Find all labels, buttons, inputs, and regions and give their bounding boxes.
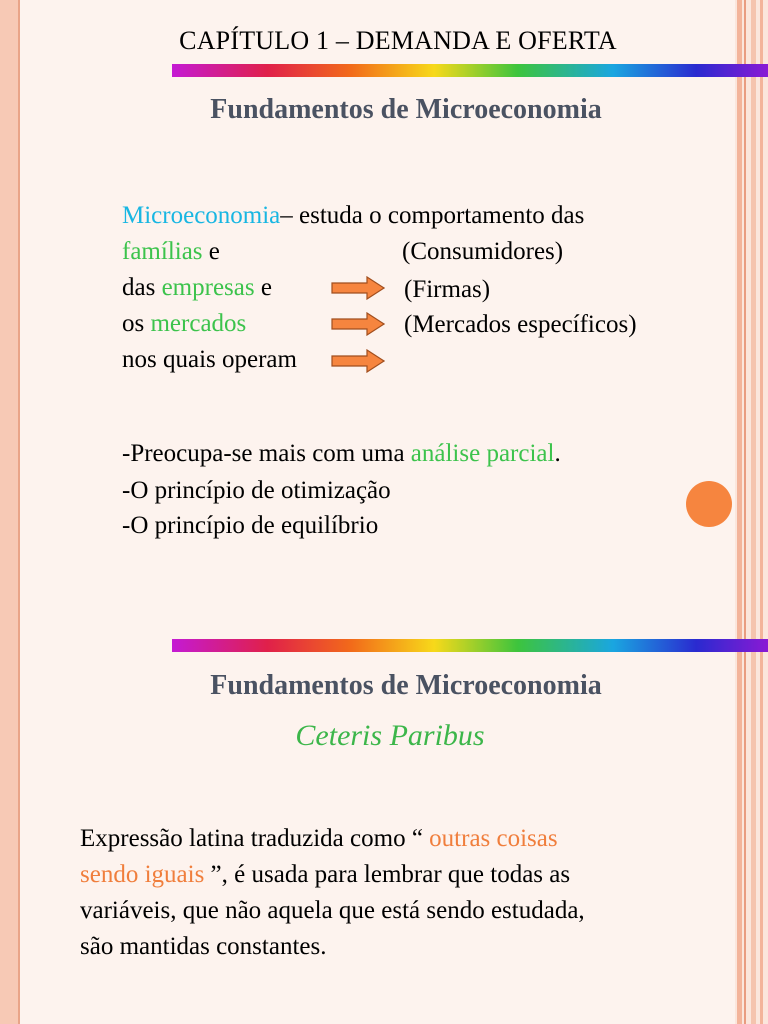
definition-line-3: das empresas e	[122, 274, 272, 301]
orange-circle-decoration	[686, 481, 732, 527]
right-arrow-icon	[331, 349, 385, 373]
term-analise-parcial: análise parcial	[410, 440, 555, 467]
slide2-title: Fundamentos de Microeconomia	[210, 670, 602, 701]
definition-line-5: nos quais operam	[122, 346, 297, 373]
right-arrow-icon	[331, 312, 385, 336]
paragraph-line-3: variáveis, que não aquela que está sendo estudada,	[80, 897, 585, 924]
slide2-subtitle: Ceteris Paribus	[295, 719, 485, 752]
left-border-strip	[0, 0, 18, 1024]
paragraph-line-2: sendo iguais ”, é usada para lembrar que todas as	[80, 861, 571, 888]
term-mercados: mercados	[150, 310, 247, 337]
definition-line-4: os mercados	[122, 310, 247, 337]
bullet-analise-parcial: -Preocupa-se mais com uma análise parcial.	[122, 440, 561, 467]
right-arrow-icon	[331, 276, 385, 300]
label-firmas: (Firmas)	[404, 276, 491, 303]
bullet-equilibrio: -O princípio de equilíbrio	[122, 512, 379, 539]
paragraph-line-4: são mantidas constantes.	[80, 933, 327, 960]
term-microeconomia: Microeconomia	[122, 202, 281, 229]
right-border-stripes	[735, 0, 768, 1024]
phrase-outras-coisas: outras coisas	[429, 825, 558, 852]
term-familias: famílias	[122, 238, 203, 265]
label-consumidores: (Consumidores)	[402, 238, 564, 265]
chapter-heading: CAPÍTULO 1 – DEMANDA E OFERTA	[179, 26, 617, 55]
phrase-sendo-iguais: sendo iguais	[80, 861, 205, 888]
rainbow-divider-top	[172, 64, 768, 77]
term-empresas: empresas	[161, 274, 255, 301]
definition-line-1: Microeconomia– estuda o comportamento das	[122, 202, 585, 229]
paragraph-line-1: Expressão latina traduzida como “ outras coisas	[80, 825, 558, 852]
slide1-title: Fundamentos de Microeconomia	[210, 94, 602, 125]
rainbow-divider-middle	[172, 639, 768, 652]
definition-line-2: famílias e	[122, 238, 220, 265]
label-mercados-especificos: (Mercados específicos)	[404, 311, 637, 338]
bullet-otimizacao: -O princípio de otimização	[122, 477, 391, 504]
